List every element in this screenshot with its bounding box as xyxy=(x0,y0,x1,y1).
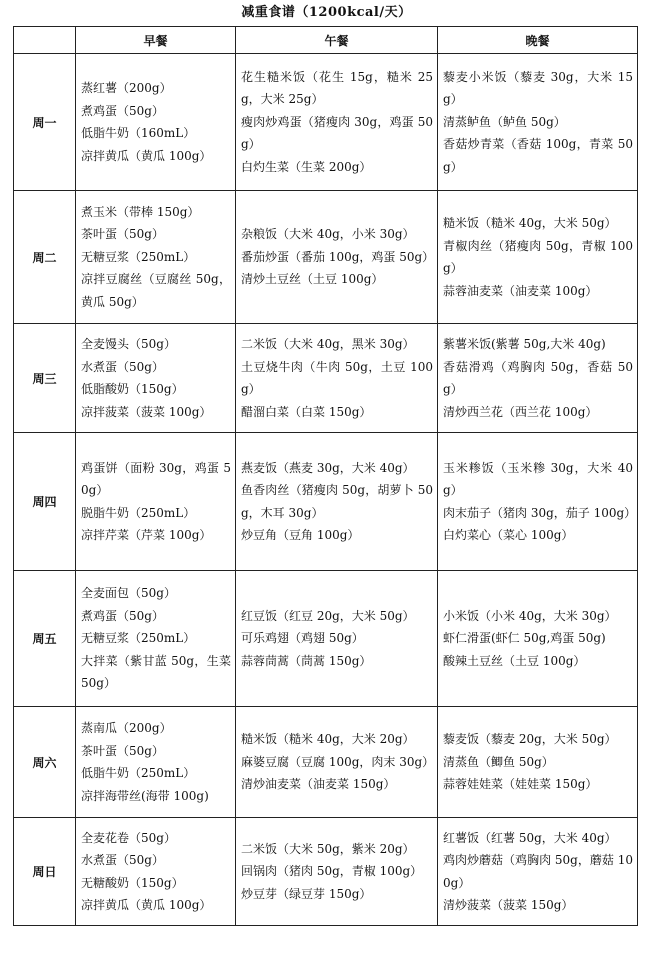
header-row xyxy=(14,27,638,54)
breakfast-item: 凉拌豆腐丝（豆腐丝 50g，黄瓜 50g） xyxy=(81,272,231,309)
lunch-item: 炒豆角（豆角 100g） xyxy=(241,528,360,542)
breakfast-item: 凉拌黄瓜（黄瓜 100g） xyxy=(81,898,212,912)
lunch-cell xyxy=(236,54,438,191)
breakfast-item: 煮玉米（带棒 150g） xyxy=(81,204,200,219)
dinner-item: 清蒸鲈鱼（鲈鱼 50g） xyxy=(443,114,566,129)
breakfast-cell xyxy=(76,707,236,818)
breakfast-item: 凉拌海带丝(海带 100g) xyxy=(81,788,209,803)
lunch-item: 蒜蓉茼蒿（茼蒿 150g） xyxy=(241,653,372,668)
breakfast-item: 低脂牛奶（250mL） xyxy=(81,766,196,780)
dinner-cell xyxy=(438,818,638,926)
breakfast-item: 凉拌芹菜（芹菜 100g） xyxy=(81,528,212,542)
dinner-item: 肉末茄子（猪肉 30g，茄子 100g） xyxy=(443,505,637,520)
breakfast-item: 低脂牛奶（160mL） xyxy=(81,126,196,140)
dinner-item: 清蒸鱼（鲫鱼 50g） xyxy=(443,754,554,769)
dinner-item: 玉米糁饭（玉米糁 30g，大米 40g） xyxy=(443,460,633,497)
lunch-item: 麻婆豆腐（豆腐 100g，肉末 30g） xyxy=(241,754,435,769)
breakfast-item: 煮鸡蛋（50g） xyxy=(81,608,164,623)
dinner-item: 蒜蓉娃娃菜（娃娃菜 150g） xyxy=(443,777,598,792)
breakfast-item: 无糖豆浆（250mL） xyxy=(81,249,196,264)
breakfast-cell xyxy=(76,191,236,324)
breakfast-item: 凉拌菠菜（菠菜 100g） xyxy=(81,404,212,419)
breakfast-item: 大拌菜（紫甘蓝 50g，生菜 50g） xyxy=(81,653,231,691)
lunch-item: 燕麦饭（燕麦 30g，大米 40g） xyxy=(241,460,415,475)
lunch-item: 瘦肉炒鸡蛋（猪瘦肉 30g，鸡蛋 50g） xyxy=(241,114,433,152)
header-breakfast: 早餐 xyxy=(76,27,236,54)
header-corner-cell xyxy=(14,27,76,54)
table-row xyxy=(14,818,638,926)
lunch-cell xyxy=(236,818,438,926)
lunch-item: 二米饭（大米 50g，紫米 20g） xyxy=(241,841,415,856)
day-label: 周二 xyxy=(14,191,76,324)
day-label: 周五 xyxy=(14,571,76,707)
table-row xyxy=(14,433,638,571)
page-title: 减重食谱（1200kcal/天） xyxy=(241,5,412,20)
lunch-item: 二米饭（大米 40g，黑米 30g） xyxy=(241,337,415,351)
dinner-item: 鸡肉炒蘑菇（鸡胸肉 50g，蘑菇 100g） xyxy=(443,853,633,890)
header-dinner: 晚餐 xyxy=(438,27,638,54)
lunch-item: 白灼生菜（生菜 200g） xyxy=(241,159,372,174)
dinner-item: 清炒菠菜（菠菜 150g） xyxy=(443,898,574,912)
day-label: 周日 xyxy=(14,818,76,926)
breakfast-cell xyxy=(76,324,236,433)
lunch-item: 杂粮饭（大米 40g，小米 30g） xyxy=(241,227,415,242)
breakfast-item: 凉拌黄瓜（黄瓜 100g） xyxy=(81,148,212,163)
table-body xyxy=(14,54,638,926)
dinner-cell xyxy=(438,707,638,818)
dinner-cell xyxy=(438,54,638,191)
breakfast-item: 脱脂牛奶（250mL） xyxy=(81,505,196,520)
table-row xyxy=(14,324,638,433)
meal-plan-table xyxy=(13,26,638,926)
breakfast-cell xyxy=(76,54,236,191)
day-label: 周四 xyxy=(14,433,76,571)
lunch-item: 清炒油麦菜（油麦菜 150g） xyxy=(241,777,396,792)
breakfast-item: 无糖豆浆（250mL） xyxy=(81,631,196,646)
breakfast-item: 无糖酸奶（150g） xyxy=(81,875,184,890)
lunch-item: 清炒土豆丝（土豆 100g） xyxy=(241,272,384,287)
lunch-item: 鱼香肉丝（猪瘦肉 50g，胡萝卜 50g，木耳 30g） xyxy=(241,483,433,520)
lunch-item: 可乐鸡翅（鸡翅 50g） xyxy=(241,631,364,646)
dinner-item: 白灼菜心（菜心 100g） xyxy=(443,528,574,542)
dinner-item: 紫薯米饭(紫薯 50g,大米 40g) xyxy=(443,337,606,351)
lunch-cell xyxy=(236,433,438,571)
table-header xyxy=(14,27,638,54)
dinner-cell xyxy=(438,324,638,433)
lunch-item: 红豆饭（红豆 20g，大米 50g） xyxy=(241,608,415,623)
lunch-cell xyxy=(236,571,438,707)
breakfast-cell xyxy=(76,433,236,571)
lunch-item: 土豆烧牛肉（牛肉 50g，土豆 100g） xyxy=(241,359,433,396)
dinner-item: 红薯饭（红薯 50g，大米 40g） xyxy=(443,830,617,845)
breakfast-item: 全麦花卷（50g） xyxy=(81,830,176,845)
day-label: 周六 xyxy=(14,707,76,818)
breakfast-item: 水煮蛋（50g） xyxy=(81,359,164,374)
table-row xyxy=(14,54,638,191)
breakfast-item: 茶叶蛋（50g） xyxy=(81,743,164,758)
lunch-cell xyxy=(236,191,438,324)
lunch-item: 糙米饭（糙米 40g，大米 20g） xyxy=(241,732,415,747)
dinner-item: 酸辣土豆丝（土豆 100g） xyxy=(443,653,586,668)
breakfast-item: 低脂酸奶（150g） xyxy=(81,382,184,396)
dinner-item: 小米饭（小米 40g，大米 30g） xyxy=(443,608,617,623)
breakfast-item: 全麦面包（50g） xyxy=(81,586,176,601)
lunch-item: 花生糙米饭（花生 15g，糙米 25g，大米 25g） xyxy=(241,69,433,107)
day-label: 周一 xyxy=(14,54,76,191)
dinner-item: 清炒西兰花（西兰花 100g） xyxy=(443,404,598,419)
lunch-cell xyxy=(236,324,438,433)
dinner-item: 香菇滑鸡（鸡胸肉 50g，香菇 50g） xyxy=(443,359,633,396)
breakfast-cell xyxy=(76,818,236,926)
table-row xyxy=(14,707,638,818)
breakfast-item: 蒸南瓜（200g） xyxy=(81,721,172,735)
breakfast-item: 茶叶蛋（50g） xyxy=(81,227,164,242)
dinner-cell xyxy=(438,191,638,324)
lunch-item: 炒豆芽（绿豆芽 150g） xyxy=(241,886,372,901)
day-label: 周三 xyxy=(14,324,76,433)
dinner-item: 藜麦小米饭（藜麦 30g，大米 15g） xyxy=(443,69,633,107)
dinner-item: 青椒肉丝（猪瘦肉 50g，青椒 100g） xyxy=(443,238,633,275)
lunch-item: 醋溜白菜（白菜 150g） xyxy=(241,404,372,419)
breakfast-cell xyxy=(76,571,236,707)
breakfast-item: 水煮蛋（50g） xyxy=(81,853,164,867)
breakfast-item: 全麦馒头（50g） xyxy=(81,337,176,351)
table-row xyxy=(14,191,638,324)
breakfast-item: 鸡蛋饼（面粉 30g，鸡蛋 50g） xyxy=(81,460,231,497)
dinner-item: 虾仁滑蛋(虾仁 50g,鸡蛋 50g) xyxy=(443,631,606,646)
dinner-cell xyxy=(438,433,638,571)
breakfast-item: 蒸红薯（200g） xyxy=(81,81,172,95)
dinner-cell xyxy=(438,571,638,707)
dinner-item: 蒜蓉油麦菜（油麦菜 100g） xyxy=(443,283,598,298)
dinner-item: 香菇炒青菜（香菇 100g，青菜 50g） xyxy=(443,137,633,174)
lunch-item: 回锅肉（猪肉 50g，青椒 100g） xyxy=(241,864,423,879)
breakfast-item: 煮鸡蛋（50g） xyxy=(81,103,164,118)
dinner-item: 糙米饭（糙米 40g，大米 50g） xyxy=(443,216,617,230)
lunch-cell xyxy=(236,707,438,818)
table-row xyxy=(14,571,638,707)
header-lunch: 午餐 xyxy=(236,27,438,54)
lunch-item: 番茄炒蛋（番茄 100g，鸡蛋 50g） xyxy=(241,249,435,264)
dinner-item: 藜麦饭（藜麦 20g，大米 50g） xyxy=(443,732,617,747)
